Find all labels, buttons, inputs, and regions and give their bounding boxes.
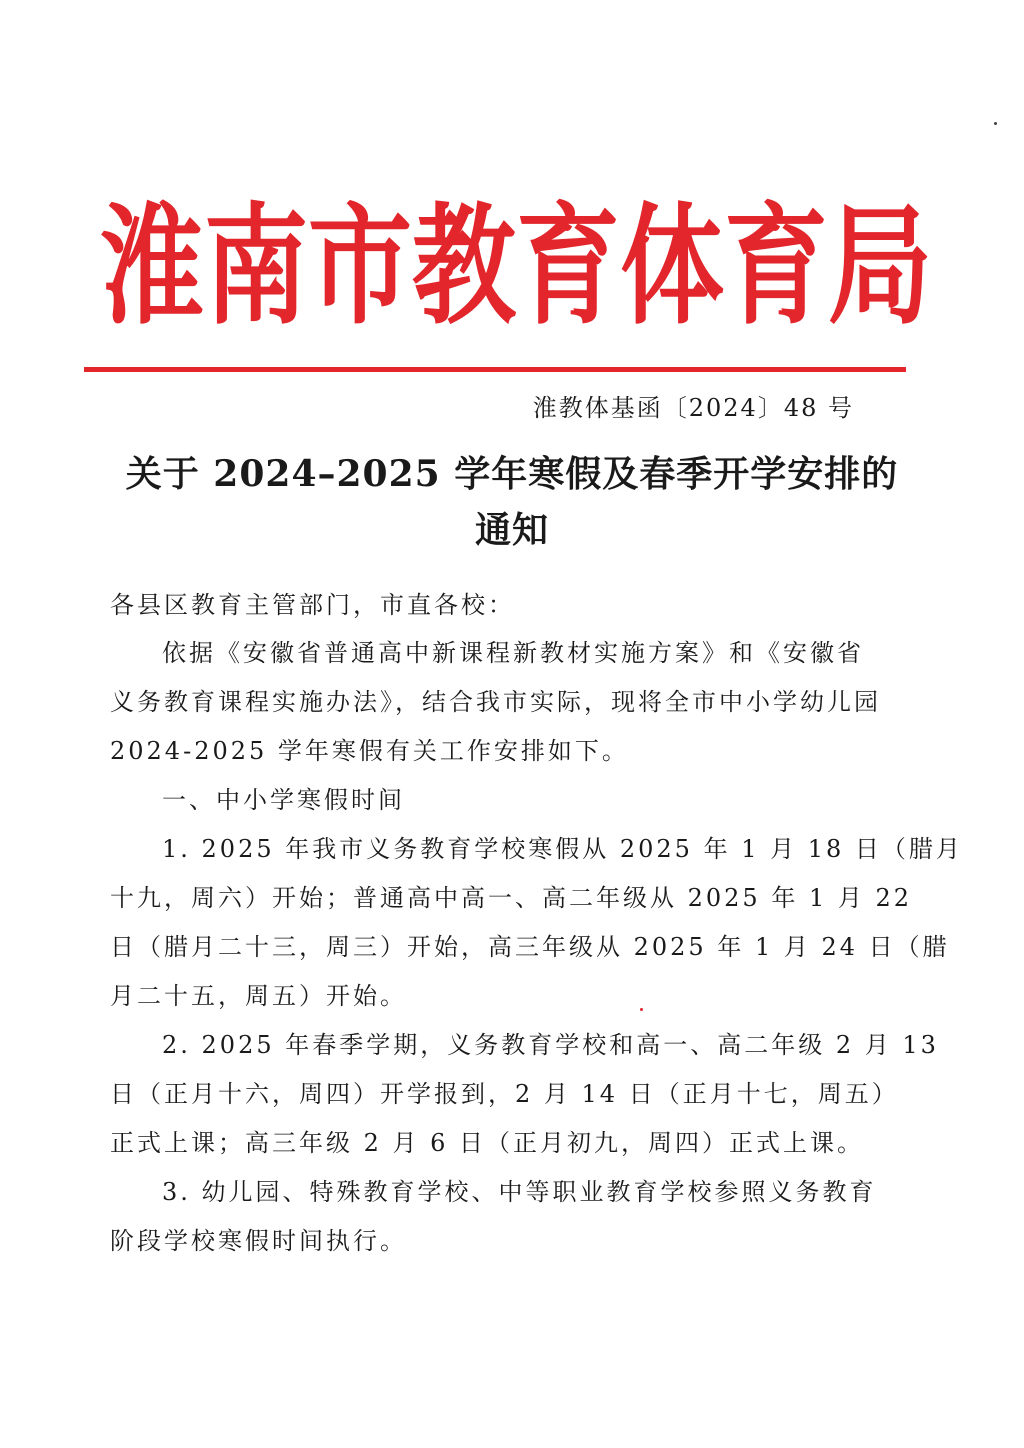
item-1-line-3: 日（腊月二十三，周三）开始，高三年级从 2025 年 1 月 24 日（腊: [110, 933, 950, 961]
item-3-line-1: 3. 幼儿园、特殊教育学校、中等职业教育学校参照义务教育: [162, 1178, 877, 1206]
item-1-line-2: 十九，周六）开始；普通高中高一、高二年级从 2025 年 1 月 22: [110, 884, 913, 912]
masthead-org-name: 淮南市教育体育局: [100, 190, 933, 343]
red-divider-line: [84, 367, 906, 372]
intro-line-2: 义务教育课程实施办法》，结合我市实际，现将全市中小学幼儿园: [110, 688, 881, 716]
document-title-line-1: 关于 2024–2025 学年寒假及春季开学安排的: [125, 453, 899, 495]
item-2-line-3: 正式上课；高三年级 2 月 6 日（正月初九，周四）正式上课。: [110, 1129, 865, 1157]
document-number: 淮教体基函〔2024〕48 号: [532, 394, 854, 422]
document-title-line-2: 通知: [474, 509, 549, 551]
item-2-line-1: 2. 2025 年春季学期，义务教育学校和高一、高二年级 2 月 13: [162, 1031, 939, 1059]
section-1-heading: 一、中小学寒假时间: [162, 786, 405, 814]
salutation: 各县区教育主管部门，市直各校：: [110, 591, 515, 619]
scan-speck: [640, 1008, 643, 1011]
item-2-line-2: 日（正月十六，周四）开学报到，2 月 14 日（正月十七，周五）: [110, 1080, 899, 1108]
intro-line-1: 依据《安徽省普通高中新课程新教材实施方案》和《安徽省: [162, 639, 864, 667]
intro-line-3: 2024-2025 学年寒假有关工作安排如下。: [110, 737, 629, 765]
scan-speck: [994, 122, 997, 125]
item-3-line-2: 阶段学校寒假时间执行。: [110, 1227, 407, 1255]
item-1-line-1: 1. 2025 年我市义务教育学校寒假从 2025 年 1 月 18 日（腊月: [162, 835, 963, 863]
item-1-line-4: 月二十五，周五）开始。: [110, 982, 407, 1010]
